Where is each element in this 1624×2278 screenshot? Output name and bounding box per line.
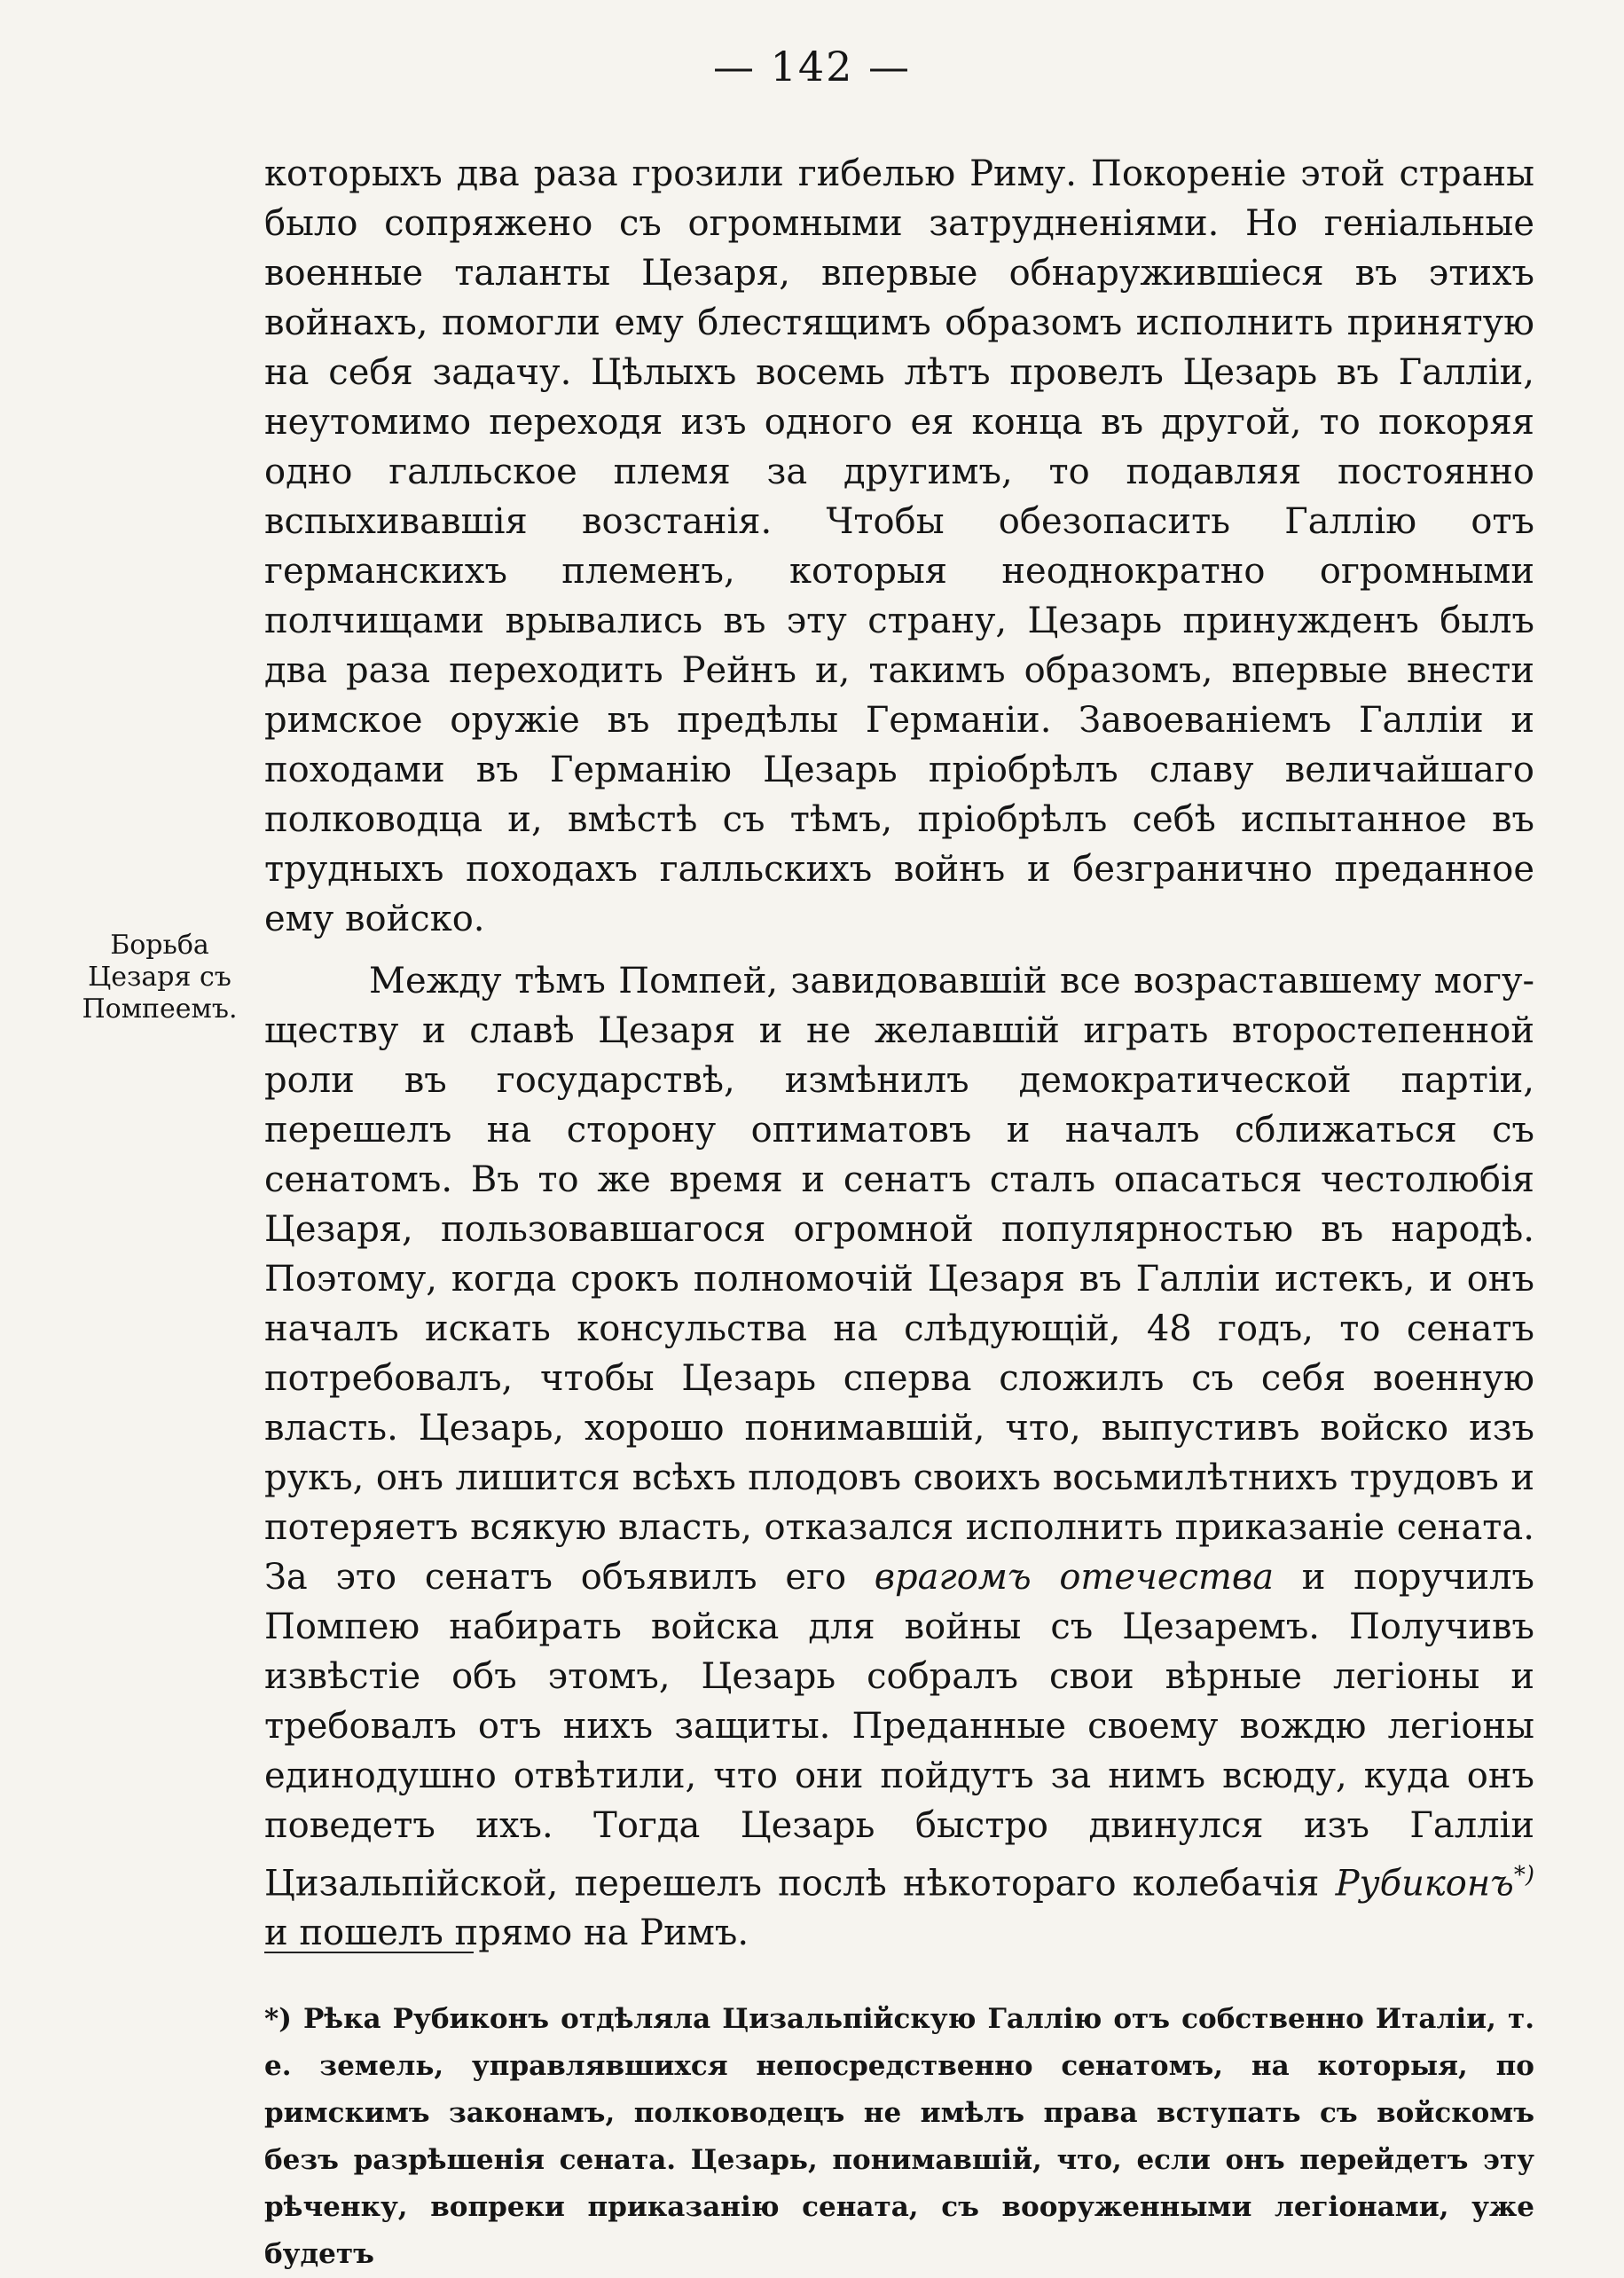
margin-note-line: Борьба — [110, 930, 209, 961]
paragraph-2-text: и пошелъ прямо на Римъ. — [264, 1913, 749, 1954]
margin-note-line: Цезаря съ — [88, 962, 231, 993]
main-text — [264, 149, 1534, 1958]
emphasis-enemy-of-fatherland: врагомъ отечества — [874, 1557, 1275, 1598]
paragraph-1: которыхъ два раза грозили гибелью Риму. Покореніе этой страны было сопряжено съ огромными затрудненіями. Но геніальные военные таланты Цезаря, впервые обнаружившіеся въ этихъ войнахъ, помогли ему блестящимъ образомъ исполнить принятую на себя задачу. Цѣлыхъ восемь лѣтъ провелъ Цезарь въ Галліи, неутомимо переходя изъ одного ея конца въ другой, то покоряя одно галльское племя за другимъ, то подавляя постоянно вспыхивавшія возстанія. Чтобы обезопасить Галлію отъ германскихъ племенъ, которыя неоднократно огромными полчищами врывались въ эту страну, Цезарь принужденъ былъ два раза переходить Рейнъ и, такимъ образомъ, впервые внести римское оружіе въ предѣлы Германіи. Завоеваніемъ Галліи и походами въ Германію Цезарь пріобрѣлъ славу величайшаго полководца и, вмѣстѣ съ тѣмъ, пріобрѣлъ себѣ испытанное въ трудныхъ походахъ галльскихъ войнъ и безгранично преданное ему войско. — [264, 153, 1534, 939]
margin-note-line: Помпеемъ. — [82, 994, 238, 1025]
footnote: *) Рѣка Рубиконъ отдѣляла Цизальпійскую Галлію отъ собственно Италіи, т. е. земель, управлявшихся непосредственно сенатомъ, на которыя, по римскимъ законамъ, полководецъ не имѣлъ права вступать съ войскомъ безъ разрѣшенія сената. Цезарь, понимавшій, что, если онъ перейдетъ эту рѣченку, вопреки приказанію сената, съ вооруженными легіонами, уже будетъ — [264, 2003, 1534, 2270]
paragraph-2 — [264, 956, 1534, 1958]
paragraph-2-text: и поручилъ Помпею набирать войска для войны съ Цезаремъ. Получивъ извѣстіе объ этомъ, Цезарь собралъ свои вѣрные легіоны и требовалъ отъ нихъ защиты. Преданные своему вождю легіоны единодушно отвѣтили, что они пойдутъ за нимъ всюду, куда онъ поведетъ ихъ. Тогда Цезарь быстро двинулся изъ Галліи Цизальпійской, перешелъ послѣ нѣкотораго колебачія — [264, 1557, 1535, 1905]
footnote-marker: *) — [1513, 1862, 1534, 1889]
margin-note — [62, 930, 257, 1025]
page-number: — 142 — — [712, 43, 912, 90]
footnote-divider — [264, 1952, 474, 1953]
paragraph-2-text: Между тѣмъ Помпей, завидовавшій все возраставшему могуществу и славѣ Цезаря и не желавшій играть второстепенной роли въ государствѣ, измѣнилъ демократической партіи, перешелъ на сторону оптиматовъ и началъ сближаться съ сенатомъ. Въ то же время и сенатъ сталъ опасаться честолюбія Цезаря, пользовавшагося огромной популярностью въ народѣ. Поэтому, когда срокъ полномочій Цезаря въ Галліи истекъ, и онъ началъ искать консульства на слѣдующій, 48 годъ, то сенатъ потребовалъ, чтобы Цезарь сперва сложилъ съ себя военную власть. Цезарь, хорошо понимавшій, что, выпустивъ войско изъ рукъ, онъ лишится всѣхъ плодовъ своихъ восьмилѣтнихъ трудовъ и потеряетъ всякую власть, отказался исполнить приказаніе сената. За это сенатъ объявилъ его — [264, 961, 1534, 1598]
emphasis-rubicon: Рубиконъ — [1335, 1863, 1514, 1905]
